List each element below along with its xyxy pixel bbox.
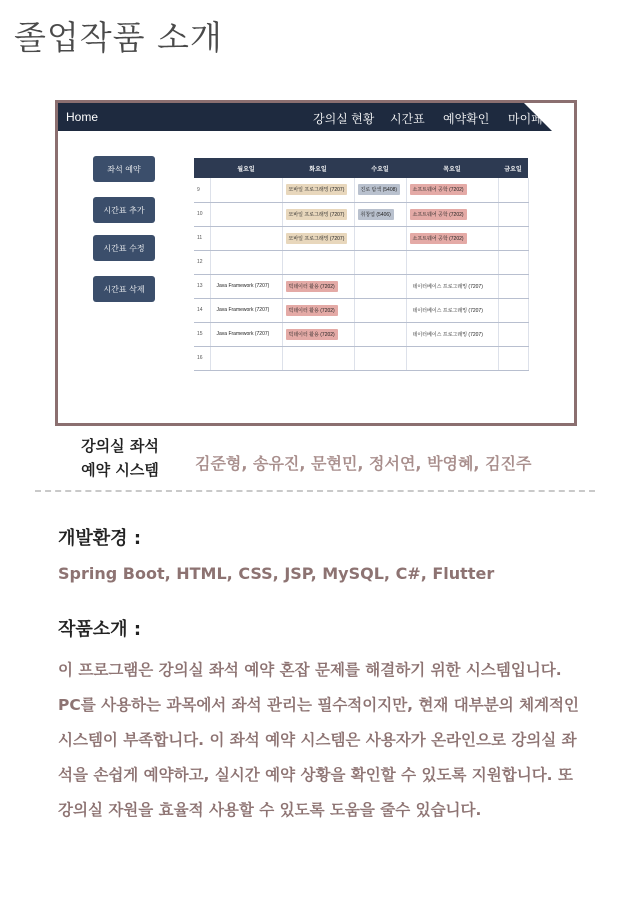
timetable — [194, 158, 529, 371]
top-nav-bar — [58, 103, 574, 131]
class-cell-wed[interactable] — [354, 226, 406, 250]
class-cell-wed[interactable] — [354, 202, 406, 226]
period-cell: 10 — [194, 202, 210, 226]
project-title-line2: 예약 시스템 — [81, 461, 159, 479]
dev-env-heading: 개발환경 : — [58, 528, 142, 549]
period-cell: 13 — [194, 274, 210, 298]
class-cell-fri[interactable] — [498, 346, 528, 370]
nav-item-room-status[interactable]: 강의실 현황 — [313, 112, 375, 126]
class-cell-tue[interactable] — [282, 250, 354, 274]
nav-item-mypage[interactable]: 마이페 — [508, 112, 543, 126]
class-cell-wed[interactable] — [354, 346, 406, 370]
class-cell-tue[interactable] — [282, 226, 354, 250]
class-cell-tue[interactable] — [282, 274, 354, 298]
timetable-header-row — [194, 158, 528, 178]
class-cell-thu[interactable] — [406, 274, 498, 298]
class-cell-thu[interactable] — [406, 178, 498, 202]
class-block: 소프트웨어 공학 (7202) — [410, 184, 467, 195]
table-row — [194, 274, 528, 298]
class-cell-thu[interactable] — [406, 298, 498, 322]
class-block: Java Framework (7207) — [216, 307, 270, 313]
class-block: 소프트웨어 공학 (7202) — [410, 233, 467, 244]
class-block: 모바일 프로그래밍 (7207) — [286, 184, 348, 195]
class-cell-mon[interactable] — [210, 346, 282, 370]
class-block: 모바일 프로그래밍 (7207) — [286, 233, 348, 244]
dashed-divider — [35, 490, 595, 492]
class-cell-fri[interactable] — [498, 178, 528, 202]
class-cell-thu[interactable] — [406, 226, 498, 250]
class-block: 데이터베이스 프로그래밍 (7207) — [412, 307, 483, 314]
class-cell-mon[interactable] — [210, 226, 282, 250]
class-block: 빅데이터 활용 (7202) — [286, 305, 338, 316]
class-block: 소프트웨어 공학 (7202) — [410, 209, 467, 220]
class-cell-thu[interactable] — [406, 202, 498, 226]
header-wed: 수요일 — [354, 158, 406, 178]
class-block: 모바일 프로그래밍 (7207) — [286, 209, 348, 220]
class-cell-fri[interactable] — [498, 274, 528, 298]
table-row — [194, 178, 528, 202]
class-cell-thu[interactable] — [406, 346, 498, 370]
class-block: Java Framework (7207) — [216, 283, 270, 289]
class-cell-fri[interactable] — [498, 250, 528, 274]
table-row — [194, 322, 528, 346]
class-cell-wed[interactable] — [354, 274, 406, 298]
add-timetable-button[interactable]: 시간표 추가 — [93, 197, 155, 223]
class-cell-fri[interactable] — [498, 322, 528, 346]
class-cell-wed[interactable] — [354, 178, 406, 202]
intro-heading: 작품소개 : — [58, 619, 142, 640]
table-row — [194, 226, 528, 250]
seat-reserve-button[interactable]: 좌석 예약 — [93, 156, 155, 182]
class-cell-mon[interactable] — [210, 250, 282, 274]
nav-item-reservation-check[interactable]: 예약확인 — [443, 112, 490, 126]
nav-home-link[interactable]: Home — [66, 110, 99, 124]
class-block: 취창업 (5406) — [358, 209, 394, 220]
edit-timetable-button[interactable]: 시간표 수정 — [93, 235, 155, 261]
class-cell-fri[interactable] — [498, 298, 528, 322]
class-block: 빅데이터 활용 (7202) — [286, 281, 338, 292]
app-screenshot — [55, 100, 577, 426]
class-cell-mon[interactable] — [210, 202, 282, 226]
page-title: 졸업작품 소개 — [14, 18, 223, 57]
class-block: 진로 탐색 (5408) — [358, 184, 401, 195]
period-cell: 11 — [194, 226, 210, 250]
frame-corner-cut — [521, 100, 577, 156]
class-cell-tue[interactable] — [282, 346, 354, 370]
header-fri: 금요일 — [498, 158, 528, 178]
project-title — [70, 434, 170, 482]
period-cell: 12 — [194, 250, 210, 274]
header-period — [194, 158, 210, 178]
intro-body: 이 프로그램은 강의실 좌석 예약 혼잡 문제를 해결하기 위한 시스템입니다. PC를 사용하는 과목에서 좌석 관리는 필수적이지만, 현재 대부분의 체계적인 시스템이 부족합니다. 이 좌석 예약 시스템은 사용자가 온라인으로 강의실 좌석을 손쉽게 예약하고, 실시간 예약 상황을 확인할 수 있도록 지원합니다. 또 강의실 자원을 효율적 사용할 수 있도록 도움을 줄수 있습니다. — [58, 661, 579, 819]
class-block: Java Framework (7207) — [216, 331, 270, 337]
class-cell-tue[interactable] — [282, 202, 354, 226]
table-row — [194, 346, 528, 370]
header-thu: 목요일 — [406, 158, 498, 178]
class-cell-fri[interactable] — [498, 202, 528, 226]
period-cell: 9 — [194, 178, 210, 202]
class-block: 데이터베이스 프로그래밍 (7207) — [412, 331, 483, 338]
class-cell-mon[interactable] — [210, 322, 282, 346]
class-block: 데이터베이스 프로그래밍 (7207) — [412, 283, 483, 290]
header-mon: 월요일 — [210, 158, 282, 178]
period-cell: 14 — [194, 298, 210, 322]
table-row — [194, 250, 528, 274]
class-block: 빅데이터 활용 (7202) — [286, 329, 338, 340]
period-cell: 15 — [194, 322, 210, 346]
table-row — [194, 202, 528, 226]
class-cell-tue[interactable] — [282, 298, 354, 322]
class-cell-mon[interactable] — [210, 274, 282, 298]
class-cell-tue[interactable] — [282, 322, 354, 346]
period-cell: 16 — [194, 346, 210, 370]
project-title-line1: 강의실 좌석 — [81, 437, 159, 455]
team-members: 김준형, 송유진, 문현민, 정서연, 박영혜, 김진주 — [195, 454, 532, 473]
nav-item-timetable[interactable]: 시간표 — [390, 112, 425, 126]
class-cell-thu[interactable] — [406, 322, 498, 346]
class-cell-tue[interactable] — [282, 178, 354, 202]
header-tue: 화요일 — [282, 158, 354, 178]
class-cell-mon[interactable] — [210, 178, 282, 202]
class-cell-fri[interactable] — [498, 226, 528, 250]
class-cell-thu[interactable] — [406, 250, 498, 274]
class-cell-wed[interactable] — [354, 298, 406, 322]
class-cell-wed[interactable] — [354, 250, 406, 274]
delete-timetable-button[interactable]: 시간표 삭제 — [93, 276, 155, 302]
class-cell-mon[interactable] — [210, 298, 282, 322]
dev-env-body: Spring Boot, HTML, CSS, JSP, MySQL, C#, Flutter — [58, 564, 495, 583]
table-row — [194, 298, 528, 322]
class-cell-wed[interactable] — [354, 322, 406, 346]
